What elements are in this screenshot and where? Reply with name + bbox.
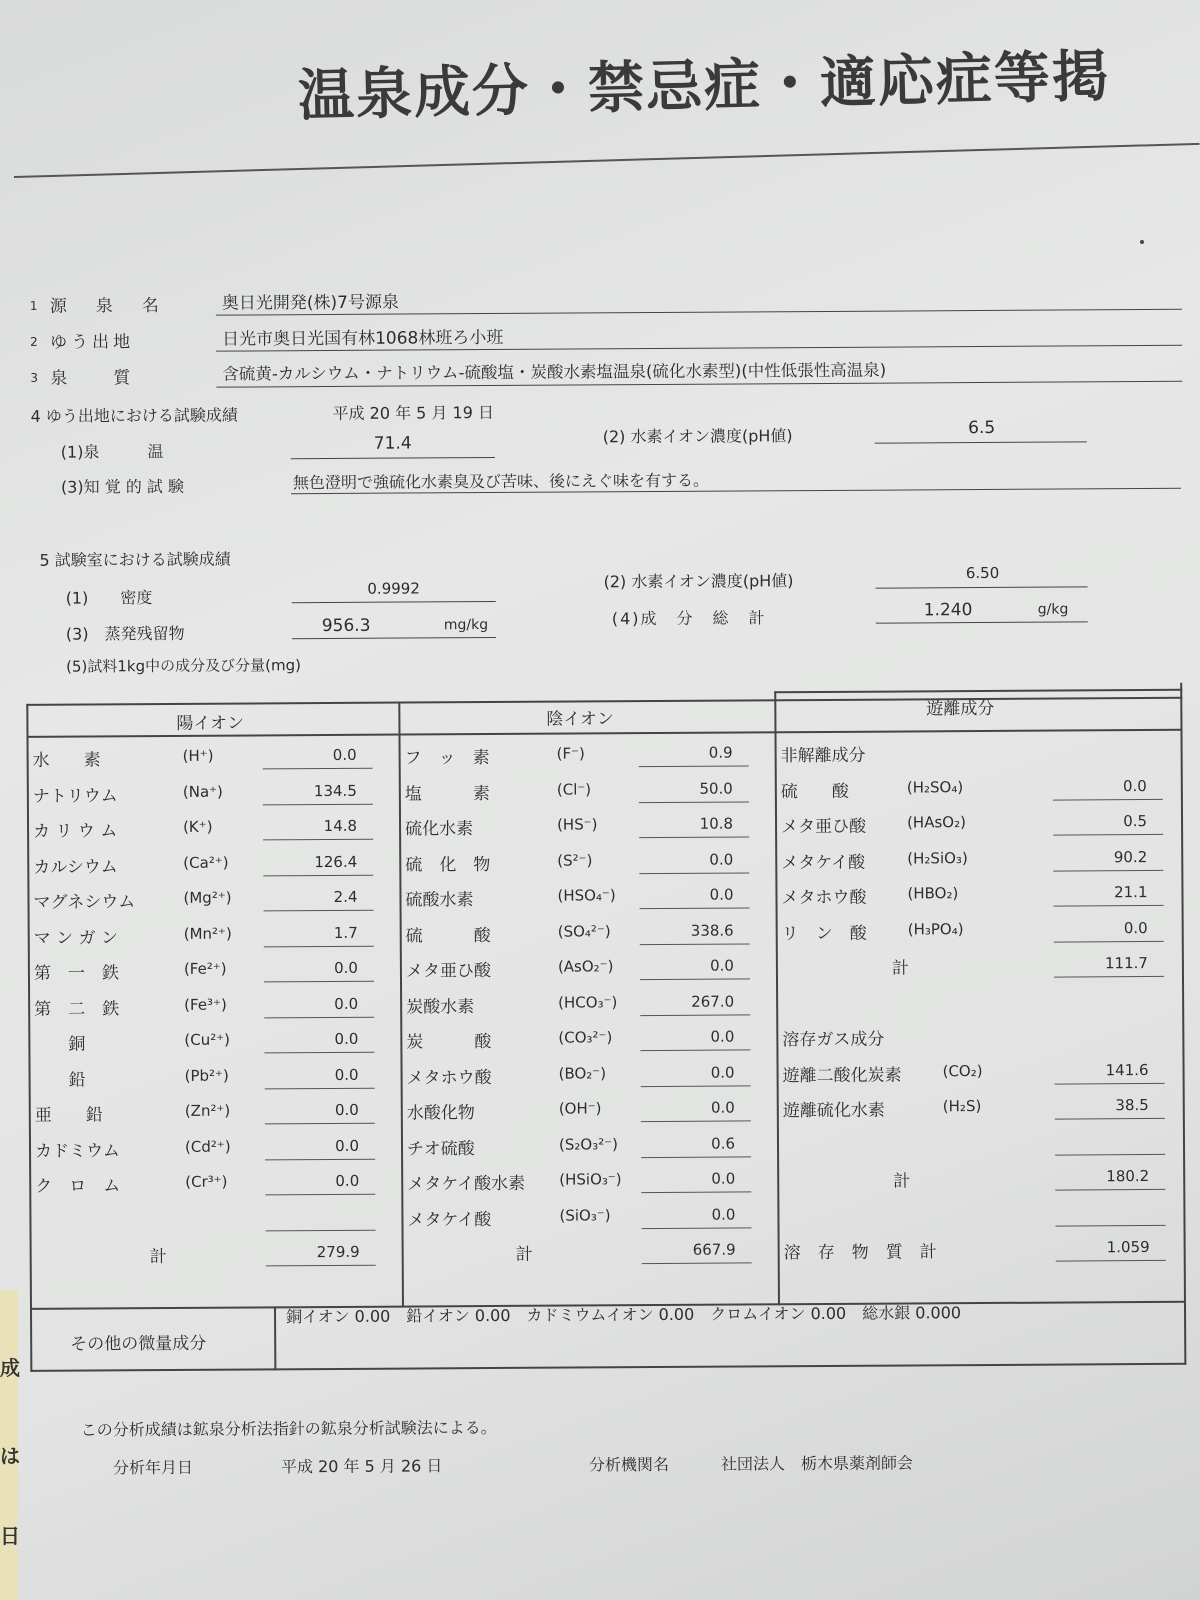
anion-value: 10.8 <box>699 814 734 833</box>
anion-symbol: (AsO₂⁻) <box>557 957 614 976</box>
anion-symbol: (S₂O₃²⁻) <box>558 1134 619 1154</box>
source-name-value: 奥日光開発(株)7号源泉 <box>221 292 400 314</box>
nondissociated-name: メタ亜ひ酸 <box>781 816 867 838</box>
value-underline <box>1054 940 1164 942</box>
table-border <box>30 1363 1186 1372</box>
anion-name: メタホウ酸 <box>406 1067 492 1089</box>
density-label: (1) 密度 <box>65 588 153 608</box>
anion-symbol: (SO₄²⁻) <box>557 921 611 941</box>
value-underline <box>640 943 750 945</box>
cations-header: 陽イオン <box>176 713 244 734</box>
value-underline <box>264 981 374 983</box>
spring-quality-label: 泉 質 <box>50 368 135 389</box>
anion-value: 0.0 <box>709 885 734 904</box>
analysis-org: 社団法人 栃木県薬剤師会 <box>720 1453 914 1474</box>
value-underline <box>641 1156 751 1158</box>
nondissociated-name: 硫 酸 <box>780 781 849 802</box>
location-label: ゆう出地 <box>50 332 135 353</box>
residue-value: 956.3 <box>321 615 371 637</box>
anion-symbol: (OH⁻) <box>558 1099 602 1118</box>
anion-value: 0.0 <box>709 956 734 975</box>
value-underline <box>263 874 373 876</box>
total-components-value: 1.240 <box>923 600 973 621</box>
nondissociated-symbol: (H₂SiO₃) <box>907 848 968 867</box>
cation-name: マ ン ガ ン <box>33 927 119 949</box>
value-underline <box>263 768 373 770</box>
anion-value: 0.0 <box>710 1098 735 1117</box>
edge-glyph: は <box>0 1444 20 1468</box>
anion-name: フ ッ 素 <box>404 748 490 769</box>
value-underline <box>1053 834 1163 836</box>
anion-name: 炭酸水素 <box>406 996 475 1018</box>
value-underline <box>1055 1189 1165 1191</box>
temperature-label: (1)泉 温 <box>60 442 164 462</box>
free-components-header: 遊離成分 <box>926 698 995 720</box>
total-components-label: (4)成 分 総 計 <box>611 608 767 629</box>
cation-name: ク ロ ム <box>35 1176 121 1197</box>
anion-name: 硫化水素 <box>405 819 474 840</box>
value-underline <box>264 945 374 947</box>
cation-symbol: (Na⁺) <box>182 782 223 801</box>
cation-value: 0.0 <box>334 1029 359 1048</box>
anion-name: 硫 化 物 <box>405 854 491 876</box>
cation-name: ナトリウム <box>32 785 118 807</box>
anion-value: 50.0 <box>699 779 733 798</box>
anion-symbol: (HSiO₃⁻) <box>559 1170 622 1189</box>
edge-glyph: 成 <box>0 1356 20 1380</box>
anion-symbol: (HSO₄⁻) <box>557 886 616 905</box>
cation-name: カルシウム <box>33 856 118 878</box>
lab-ph-label: (2) 水素イオン濃度(pH値) <box>603 571 794 592</box>
analysis-date: 平成 20 年 5 月 26 日 <box>280 1456 443 1477</box>
value-underline <box>266 1265 376 1267</box>
nondissociated-value: 0.0 <box>1123 918 1148 937</box>
underline <box>291 457 495 459</box>
anion-value: 0.0 <box>710 1027 735 1046</box>
anion-symbol: (CO₃²⁻) <box>558 1028 613 1047</box>
density-value: 0.9992 <box>367 579 420 598</box>
anion-name: 水酸化物 <box>406 1103 475 1124</box>
gas-symbol: (H₂S) <box>942 1097 982 1116</box>
value-underline <box>1054 976 1164 978</box>
anion-name: 塩 素 <box>404 783 490 805</box>
ph-value: 6.5 <box>968 417 996 439</box>
cation-value: 126.4 <box>314 852 358 871</box>
nondissociated-value: 90.2 <box>1113 847 1148 866</box>
cation-name: 第 二 鉄 <box>34 998 120 1020</box>
cation-symbol: (Cd²⁺) <box>184 1137 231 1156</box>
column-divider <box>398 702 404 1308</box>
anion-symbol: (F⁻) <box>556 744 585 763</box>
edge-glyph: 日 <box>0 1524 20 1548</box>
anion-value: 338.6 <box>690 921 734 940</box>
components-caption: (5)試料1kg中の成分及び分量(mg) <box>66 656 301 676</box>
value-underline <box>1056 1260 1166 1262</box>
anion-value: 0.0 <box>711 1205 736 1224</box>
cation-value: 14.8 <box>323 816 358 836</box>
anion-symbol: (S²⁻) <box>557 850 593 870</box>
gas-total-value: 180.2 <box>1106 1167 1150 1186</box>
ph-label: (2) 水素イオン濃度(pH値) <box>602 426 793 447</box>
anions-header: 陰イオン <box>546 709 614 730</box>
value-underline <box>640 1014 750 1016</box>
source-name-label: 源 泉 名 <box>49 295 165 317</box>
underline <box>875 441 1087 443</box>
gas-name: 遊離二酸化炭素 <box>782 1065 902 1086</box>
value-underline <box>1054 905 1164 907</box>
nondissociated-value: 0.0 <box>1122 776 1147 795</box>
trace-label: その他の微量成分 <box>70 1333 207 1355</box>
value-underline <box>639 836 749 838</box>
table-border <box>1180 683 1186 1365</box>
cation-name: カ リ ウ ム <box>33 821 118 842</box>
components-table <box>26 683 1186 1390</box>
value-underline <box>266 1229 376 1231</box>
table-border <box>774 689 1182 693</box>
nondissociated-value: 0.5 <box>1123 812 1148 831</box>
value-underline <box>641 1085 751 1087</box>
gas-symbol: (CO₂) <box>942 1061 983 1080</box>
cation-symbol: (Cr³⁺) <box>185 1172 228 1191</box>
gas-value: 38.5 <box>1115 1096 1149 1115</box>
anion-symbol: (HCO₃⁻) <box>558 992 618 1012</box>
value-underline <box>264 910 374 912</box>
nondissociated-name: リ ン 酸 <box>781 923 867 944</box>
cation-symbol: (K⁺) <box>182 817 213 836</box>
cation-value: 0.0 <box>334 1065 359 1084</box>
page-title: 温泉成分・禁忌症・適応症等掲 <box>297 44 1111 129</box>
cation-total-value: 279.9 <box>316 1242 360 1262</box>
cation-name: 亜 鉛 <box>34 1105 103 1126</box>
cation-name: カドミウム <box>34 1140 120 1162</box>
nondissociated-symbol: (H₃PO₄) <box>907 919 964 938</box>
lab-test-heading: 5 試験室における試験成績 <box>39 549 231 570</box>
spring-quality-value: 含硫黄-カルシウム・ナトリウム-硫酸塩・炭酸水素塩温泉(硫化水素型)(中性低張性高温泉) <box>222 360 887 384</box>
cation-value: 0.0 <box>334 958 358 977</box>
underline <box>292 637 496 639</box>
value-underline <box>265 1123 375 1125</box>
lab-ph-value: 6.50 <box>965 563 1000 583</box>
footer-note: この分析成績は鉱泉分析法指針の鉱泉分析試験法による。 <box>80 1417 497 1440</box>
dissolved-gas-heading: 溶存ガス成分 <box>782 1029 885 1051</box>
item-number: 2 <box>30 334 38 349</box>
value-underline <box>265 1194 375 1196</box>
trace-divider <box>274 1306 276 1370</box>
cation-symbol: (Pb²⁺) <box>184 1066 229 1085</box>
anion-value: 0.0 <box>711 1169 736 1188</box>
anion-value: 0.6 <box>711 1134 736 1153</box>
dissolved-total-label: 溶 存 物 質 計 <box>783 1242 937 1264</box>
item-number: 1 <box>29 298 38 313</box>
cation-value: 0.0 <box>334 994 359 1013</box>
analysis-org-label: 分析機関名 <box>588 1454 670 1475</box>
nondissociated-total-value: 111.7 <box>1104 954 1148 973</box>
anion-name: メタケイ酸 <box>407 1209 492 1231</box>
nondissociated-value: 21.1 <box>1114 883 1148 902</box>
underline <box>876 621 1088 623</box>
cation-symbol: (Cu²⁺) <box>184 1030 231 1049</box>
trace-value: 銅イオン 0.00 鉛イオン 0.00 カドミウムイオン 0.00 クロムイオン 0.00 総水銀 0.000 <box>285 1303 962 1327</box>
anion-name: 炭 酸 <box>406 1032 492 1053</box>
anion-name: 硫酸水素 <box>405 890 474 911</box>
cation-value: 0.0 <box>332 745 357 764</box>
anion-symbol: (Cl⁻) <box>556 779 592 799</box>
anion-symbol: (HS⁻) <box>556 815 598 834</box>
value-underline <box>641 1120 751 1122</box>
cation-name: 銅 <box>34 1034 86 1055</box>
nondissociated-symbol: (H₂SO₄) <box>906 777 964 796</box>
cation-value: 0.0 <box>334 1100 359 1119</box>
value-underline <box>640 907 750 909</box>
value-underline <box>263 839 373 841</box>
value-underline <box>265 1158 375 1160</box>
residue-unit: mg/kg <box>443 617 489 634</box>
value-underline <box>1055 1082 1165 1084</box>
underline <box>876 586 1088 588</box>
column-divider <box>774 691 780 1305</box>
nondissociated-heading: 非解離成分 <box>780 745 866 767</box>
table-border <box>26 704 32 1372</box>
value-underline <box>265 1087 375 1089</box>
cation-name: 水 素 <box>32 750 101 771</box>
location-value: 日光市奥日光国有林1068林班ろ小班 <box>222 327 504 350</box>
nondissociated-total-label: 計 <box>891 958 909 979</box>
cation-symbol: (Ca²⁺) <box>183 853 229 872</box>
cation-value: 0.0 <box>335 1136 360 1155</box>
value-underline <box>639 872 749 874</box>
value-underline <box>1053 869 1163 871</box>
value-underline <box>1055 1153 1165 1155</box>
total-components-unit: g/kg <box>1037 601 1069 618</box>
cation-symbol: (Fe³⁺) <box>184 995 227 1014</box>
cation-symbol: (Mg²⁺) <box>183 888 232 907</box>
value-underline <box>641 1191 751 1193</box>
cation-name: 第 一 鉄 <box>33 963 120 984</box>
cation-symbol: (Zn²⁺) <box>184 1101 231 1120</box>
anion-value: 267.0 <box>691 992 735 1011</box>
nondissociated-symbol: (HBO₂) <box>907 884 959 903</box>
value-underline <box>1055 1118 1165 1120</box>
value-underline <box>264 1052 374 1054</box>
value-underline <box>642 1227 752 1229</box>
cation-symbol: (H⁺) <box>182 746 214 765</box>
analysis-date-label: 分析年月日 <box>112 1457 194 1478</box>
cation-value: 1.7 <box>333 923 358 942</box>
anion-value: 0.9 <box>708 743 733 762</box>
anion-total-label: 計 <box>515 1244 533 1265</box>
value-underline <box>1056 1224 1166 1226</box>
cation-total-label: 計 <box>149 1247 167 1268</box>
cation-name: マグネシウム <box>33 892 136 913</box>
sensory-test-label: (3)知 覚 的 試 験 <box>60 476 185 497</box>
temperature-value: 71.4 <box>373 433 412 454</box>
dissolved-total-value: 1.059 <box>1106 1238 1150 1257</box>
gas-total-label: 計 <box>893 1171 911 1192</box>
anion-name: メタケイ酸水素 <box>407 1173 526 1195</box>
value-underline <box>642 1262 752 1264</box>
sensory-test-value: 無色澄明で強硫化水素臭及び苦味、後にえぐ味を有する。 <box>292 470 710 493</box>
value-underline <box>640 1049 750 1051</box>
anion-value: 0.0 <box>709 850 734 869</box>
underline <box>292 601 496 603</box>
cation-symbol: (Fe²⁺) <box>183 959 227 978</box>
cation-value: 2.4 <box>333 887 358 906</box>
item-number: 3 <box>30 370 38 385</box>
gas-name: 遊離硫化水素 <box>782 1100 885 1122</box>
cation-value: 0.0 <box>335 1171 360 1190</box>
cation-name: 鉛 <box>34 1069 86 1091</box>
nondissociated-symbol: (HAsO₂) <box>906 813 966 832</box>
value-underline <box>1053 798 1163 800</box>
anion-name: 硫 酸 <box>405 925 491 947</box>
source-test-date: 平成 20 年 5 月 19 日 <box>332 402 495 423</box>
anion-name: メタ亜ひ酸 <box>405 961 492 982</box>
value-underline <box>263 803 373 805</box>
anion-total-value: 667.9 <box>692 1240 736 1259</box>
cation-value: 134.5 <box>313 781 357 800</box>
value-underline <box>640 978 750 980</box>
anion-name: チオ硫酸 <box>406 1138 475 1160</box>
nondissociated-name: メタホウ酸 <box>781 887 867 909</box>
anion-symbol: (BO₂⁻) <box>558 1063 607 1083</box>
value-underline <box>639 801 749 803</box>
source-test-heading: 4 ゆう出地における試験成績 <box>30 405 238 426</box>
gas-value: 141.6 <box>1105 1060 1149 1079</box>
residue-label: (3) 蒸発残留物 <box>65 623 185 644</box>
value-underline <box>639 765 749 767</box>
anion-symbol: (SiO₃⁻) <box>559 1205 611 1225</box>
value-underline <box>264 1016 374 1018</box>
cation-symbol: (Mn²⁺) <box>183 924 232 943</box>
anion-value: 0.0 <box>710 1063 735 1082</box>
nondissociated-name: メタケイ酸 <box>781 852 866 873</box>
